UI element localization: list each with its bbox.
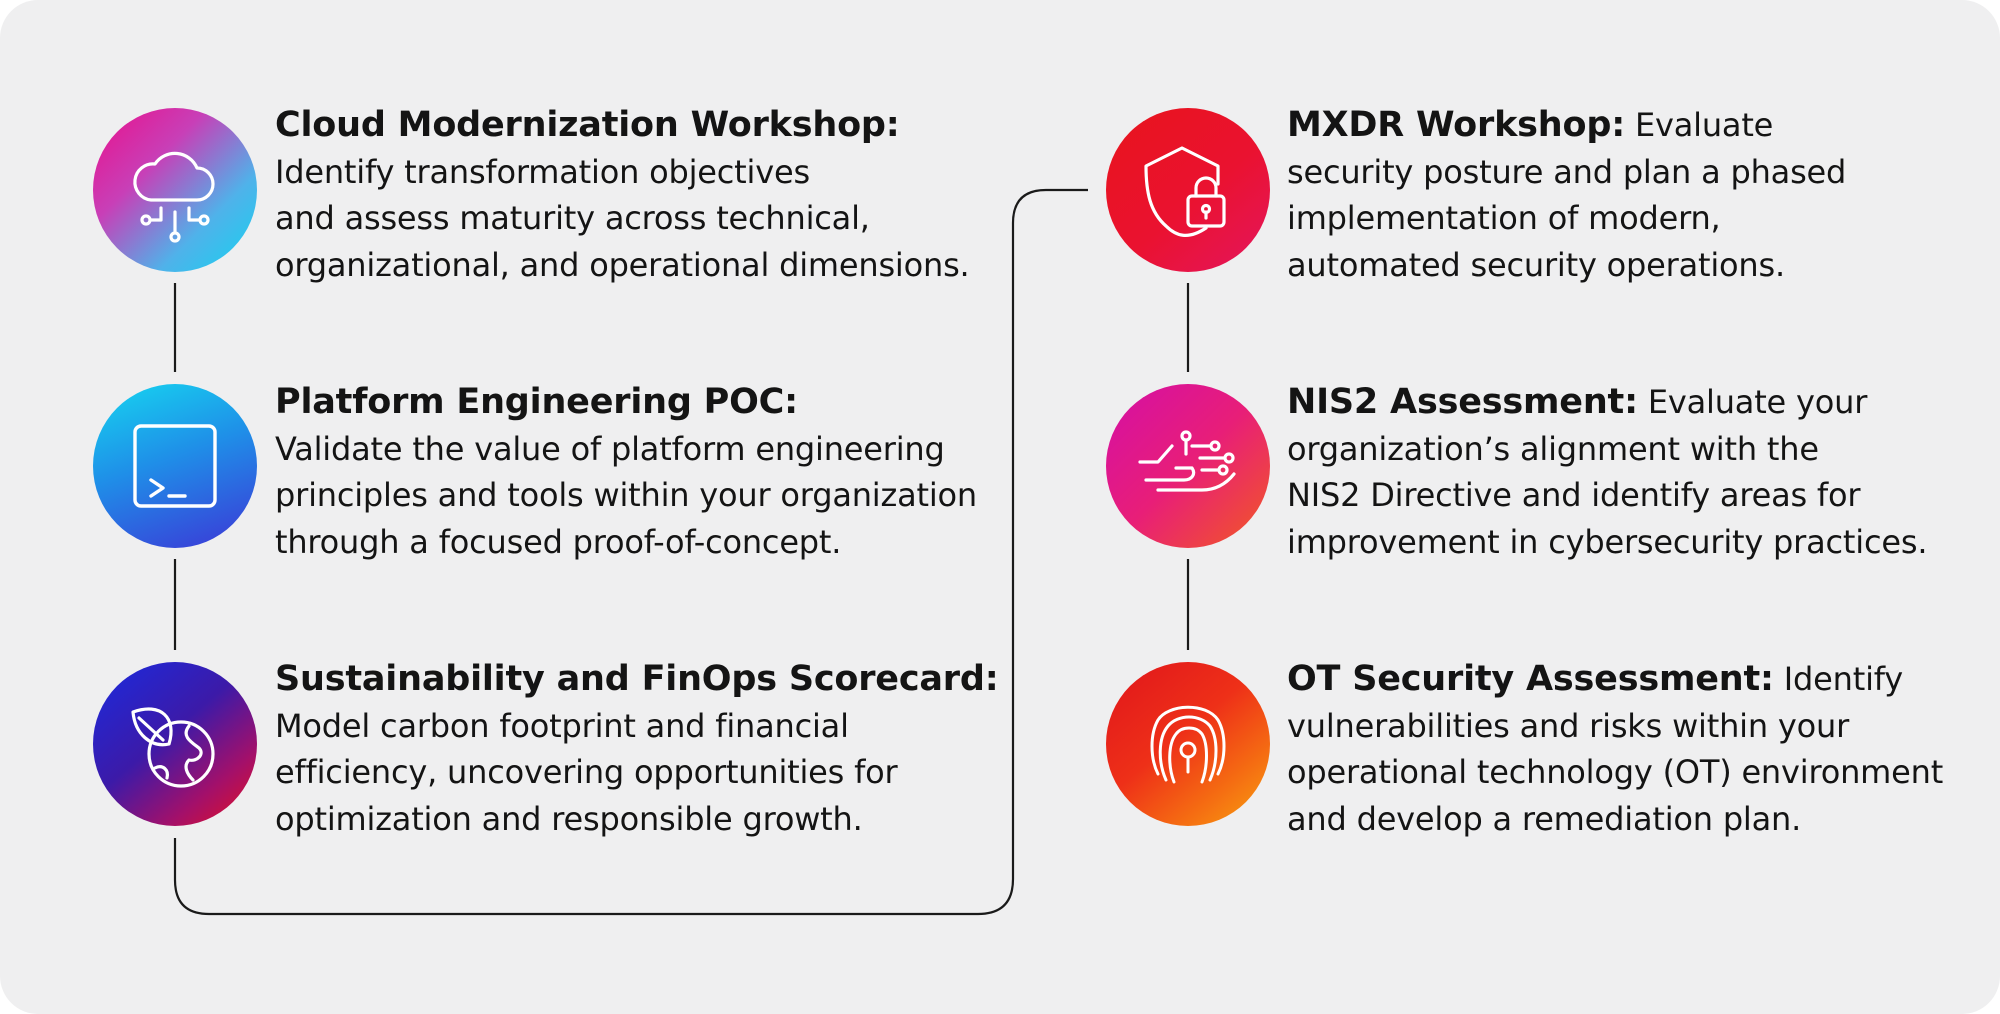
step-title: MXDR Workshop: <box>1287 105 1625 145</box>
step-line: improvement in cybersecurity practices. <box>1287 522 1928 561</box>
step-sustainability-finops <box>275 656 999 842</box>
leaf-globe-icon <box>93 662 257 826</box>
step-line: Identify transformation objectives <box>275 152 810 191</box>
step-title: NIS2 Assessment: <box>1287 382 1638 422</box>
step-title-rest: Evaluate <box>1625 106 1774 144</box>
step-title-rest: Identify <box>1773 660 1903 698</box>
fingerprint-lock-icon <box>1106 662 1270 826</box>
step-line: implementation of modern, <box>1287 199 1721 237</box>
step-line: security posture and plan a phased <box>1287 152 1847 191</box>
step-line: Model carbon footprint and financial <box>275 706 849 745</box>
step-title: OT Security Assessment: <box>1287 659 1774 699</box>
step-line: automated security operations. <box>1287 245 1785 284</box>
step-line: principles and tools within your organization <box>275 476 978 514</box>
step-platform-engineering <box>275 379 977 565</box>
step-title-rest: Evaluate your <box>1637 383 1868 421</box>
step-mxdr-workshop <box>1287 102 1846 288</box>
step-line: NIS2 Directive and identify areas for <box>1287 476 1861 514</box>
step-line: organizational, and operational dimensions. <box>275 245 970 284</box>
digital-hand-icon <box>1106 384 1270 548</box>
step-nis2-assessment <box>1287 379 1927 565</box>
step-line: Validate the value of platform engineering <box>275 429 945 468</box>
step-title: Platform Engineering POC: <box>275 382 798 422</box>
shield-lock-icon <box>1106 108 1270 272</box>
step-line: through a focused proof-of-concept. <box>275 522 842 561</box>
step-ot-security-assessment <box>1287 656 1943 842</box>
step-cloud-modernization <box>275 102 970 288</box>
step-line: and develop a remediation plan. <box>1287 799 1802 838</box>
step-line: optimization and responsible growth. <box>275 799 863 838</box>
step-line: vulnerabilities and risks within your <box>1287 706 1850 745</box>
step-title: Sustainability and FinOps Scorecard: <box>275 659 999 699</box>
cloud-network-icon <box>93 108 257 272</box>
step-title: Cloud Modernization Workshop: <box>275 105 900 145</box>
step-line: operational technology (OT) environment <box>1287 753 1944 791</box>
step-line: efficiency, uncovering opportunities for <box>275 753 898 791</box>
terminal-icon <box>93 384 257 548</box>
step-line: and assess maturity across technical, <box>275 199 870 237</box>
step-line: organization’s alignment with the <box>1287 429 1819 468</box>
